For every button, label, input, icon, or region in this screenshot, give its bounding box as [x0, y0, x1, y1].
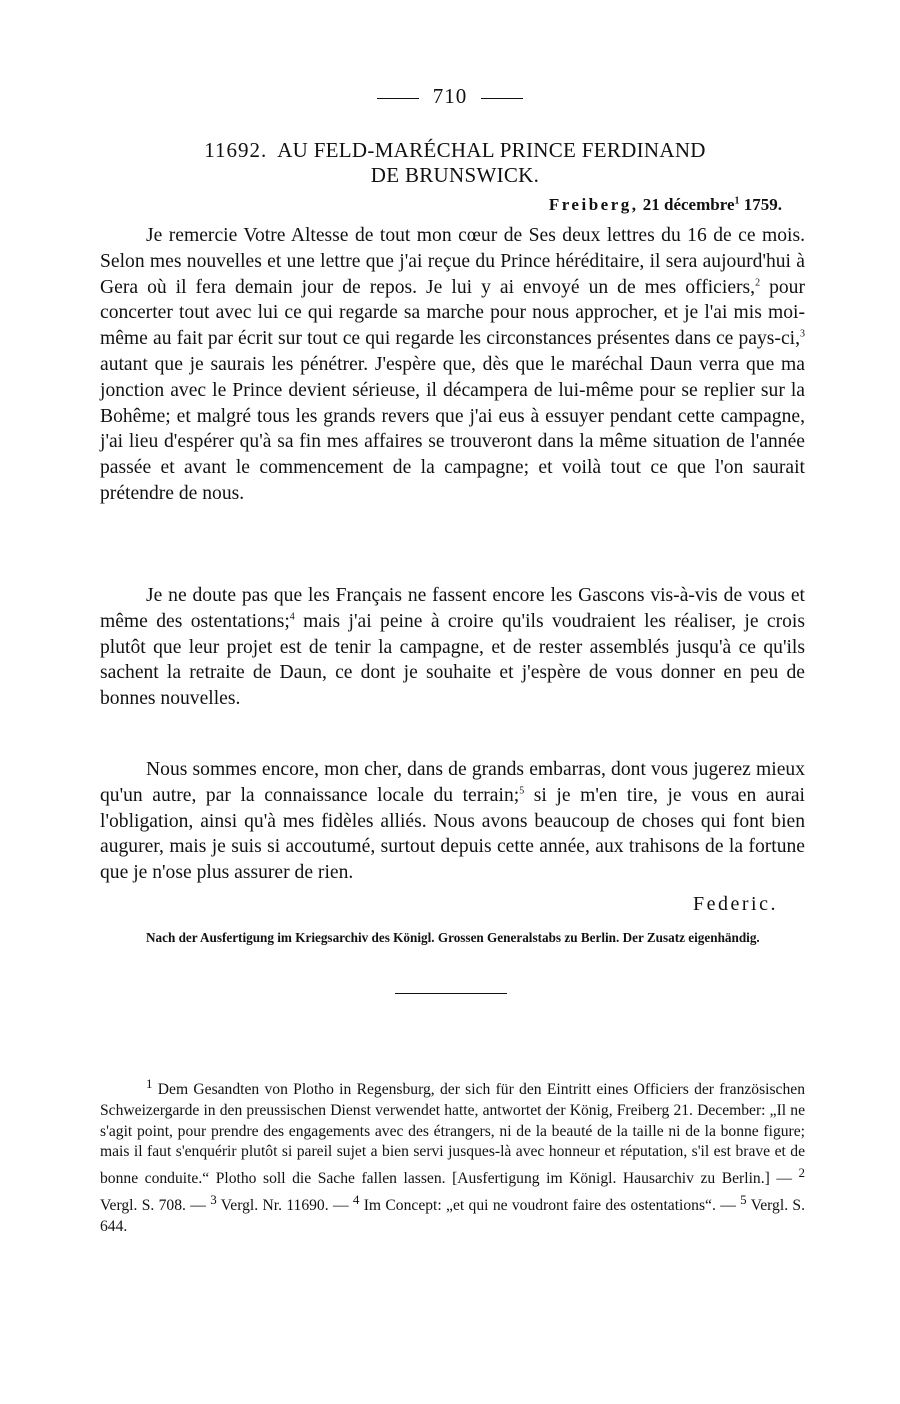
footnote-ref-2: 2	[755, 277, 761, 289]
letter-heading	[100, 138, 810, 188]
footnote-ref-4: 4	[289, 611, 295, 623]
letter-paragraph-1	[100, 223, 805, 507]
section-divider	[395, 993, 507, 994]
letter-title-line-2: DE BRUNSWICK.	[370, 163, 540, 187]
footnote-ref-3: 3	[800, 328, 805, 340]
paragraph-2-text-a: Je ne doute pas que les Français ne fassent encore les Gascons vis-à-vis de vous et même des ostentations;	[100, 585, 805, 632]
paragraph-2-text-b: mais j'ai peine à croire qu'ils voudraient les réaliser, je crois plutôt que leur projet est de tenir la campagne, et de rester assemblés jusqu'à ce qu'ils sachent la retraite de Daun, ce dont je souhaite et j'espère de vous donner en peu de bonnes nouvelles.	[100, 610, 805, 710]
paragraph-3-text-a: Nous sommes encore, mon cher, dans de grands embarras, dont vous jugerez mieux qu'un autre, par la connaissance locale du terrain;	[100, 759, 805, 806]
footnotes	[100, 1074, 805, 1237]
paragraph-3-text-b: si je m'en tire, je vous en aurai l'obligation, ainsi qu'à mes fidèles alliés. Nous avons beaucoup de choses qui font bien augurer, mais je suis si accoutumé, surtout depuis cette année, aux trahisons de la fortune que je n'ose plus assurer de rien.	[100, 784, 805, 884]
footnote-marker-4: 4	[352, 1191, 360, 1207]
page-number-value: 710	[432, 84, 468, 108]
source-note: Nach der Ausfertigung im Kriegsarchiv des Königl. Grossen Generalstabs zu Berlin. Der Zusatz eigenhändig.	[146, 930, 760, 945]
footnote-text-2: Vergl. S. 708. —	[100, 1197, 211, 1215]
footnote-ref-5: 5	[519, 785, 525, 797]
footnote-marker-1: 1	[146, 1076, 153, 1091]
letter-title-line-1: AU FELD-MARÉCHAL PRINCE FERDINAND	[277, 138, 706, 162]
signature: Federic.	[693, 893, 778, 915]
page-number-dash-right	[481, 98, 523, 99]
letter-paragraph-3	[100, 757, 805, 886]
footnote-text-3: Vergl. Nr. 11690. —	[216, 1197, 353, 1215]
paragraph-1-text-a: Je remercie Votre Altesse de tout mon cœur de Ses deux lettres du 16 de ce mois. Selon mes nouvelles et une lettre que j'ai reçue du Prince héréditaire, il sera aujourd'hui à Gera où il fera demain jour de repos. Je lui y ai envoyé un de mes officiers,	[100, 225, 805, 298]
footnote-text-4: Im Concept: „et qui ne voudront faire des ostentations“. —	[359, 1197, 741, 1215]
page-number	[0, 84, 900, 109]
letter-number: 11692.	[204, 138, 268, 162]
dateline-place: Freiberg,	[548, 195, 639, 214]
paragraph-1-text-c: autant que je saurais les pénétrer. J'espère que, dès que le maréchal Daun verra que ma jonction avec le Prince devient sérieuse, il décampera de lui-même pour se replier sur la Bohême; et malgré tous les grands revers que j'ai eus à essuyer pendant cette campagne, j'ai lieu d'espérer qu'à sa fin mes affaires se trouveront dans la même situation de l'année passée et avant le commencement de la campagne; et voilà tout ce que l'on saurait prétendre de nous.	[100, 353, 805, 504]
footnote-text-5: Vergl. S. 644.	[100, 1197, 805, 1235]
footnote-marker-2: 2	[798, 1165, 805, 1180]
footnote-ref-1: 1	[734, 195, 740, 207]
dateline-date: 21 décembre	[642, 195, 735, 214]
dateline-year: 1759.	[743, 195, 782, 214]
paragraph-1-text-b: pour concerter tout avec lui ce qui regarde sa marche pour nous approcher, et je l'ai mis moi-même au fait par écrit sur tout ce qui regarde les circonstances présentes dans ce pays-ci,	[100, 276, 805, 350]
heading-line-1	[100, 138, 810, 163]
dateline	[549, 195, 782, 215]
page-number-dash-left	[377, 98, 419, 99]
footnote-marker-3: 3	[210, 1191, 217, 1207]
footnote-marker-5: 5	[740, 1191, 747, 1207]
footnote-text-1: Dem Gesandten von Plotho in Regensburg, der sich für den Eintritt eines Officiers der französischen Schweizergarde in den preussischen Dienst verwendet hatte, antwortet der König, Freiberg 21. December: „Il ne s'agit point, pour prendre des engagements avec des étrangers, ni de la beauté de la taille ni de la bonne figure; mais il faut s'enquérir plutôt si pareil sujet a bien servi jusques-là avec honneur et réputation, s'il est brave et de bonne conduite.“ Plotho soll die Sache fallen lassen. [Ausfertigung im Königl. Hausarchiv zu Berlin.] —	[100, 1081, 805, 1188]
letter-paragraph-2	[100, 583, 805, 712]
